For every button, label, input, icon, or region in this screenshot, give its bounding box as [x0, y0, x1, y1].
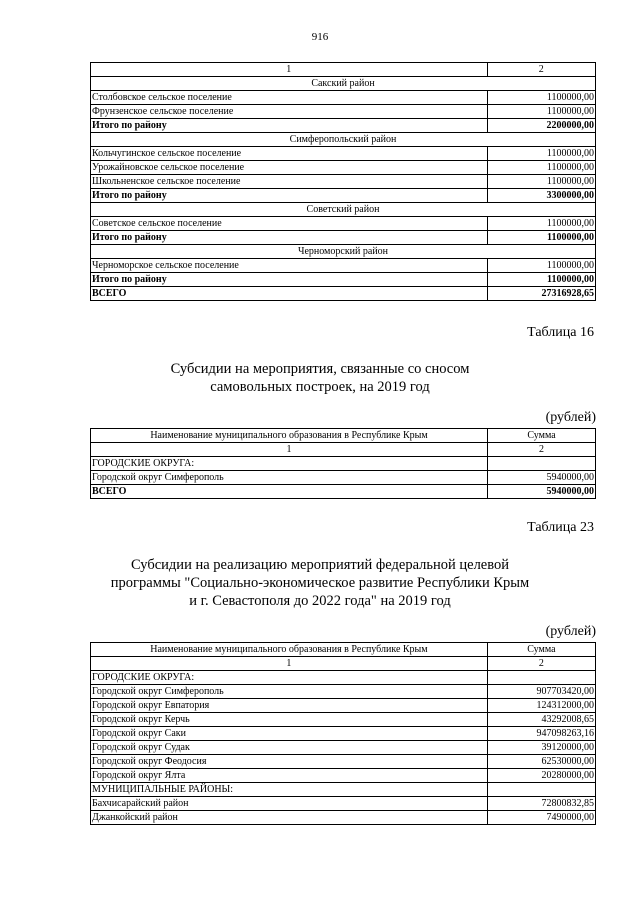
district-header-row — [91, 245, 596, 259]
table-row — [91, 741, 596, 755]
municipality-name: Фрунзенское сельское поселение — [91, 105, 488, 119]
table-row — [91, 259, 596, 273]
table-row — [91, 91, 596, 105]
amount-value: 20280000,00 — [487, 769, 595, 783]
table-16-title-line: самовольных построек, на 2019 год — [210, 379, 430, 395]
municipality-name: ВСЕГО — [91, 287, 488, 301]
header-row — [91, 429, 596, 443]
district-name: Советский район — [91, 203, 596, 217]
header-row — [91, 643, 596, 657]
municipality-name: Столбовское сельское поселение — [91, 91, 488, 105]
table-row — [91, 161, 596, 175]
municipality-name: Школьненское сельское поселение — [91, 175, 488, 189]
municipality-name: Итого по району — [91, 189, 488, 203]
table-row — [91, 811, 596, 825]
district-name: Симферопольский район — [91, 133, 596, 147]
municipality-name: Итого по району — [91, 273, 488, 287]
column-header-name: Наименование муниципального образования в Республике Крым — [91, 643, 488, 657]
municipality-name: Городской округ Феодосия — [91, 755, 488, 769]
amount-value — [487, 457, 595, 471]
municipality-name: Урожайновское сельское поселение — [91, 161, 488, 175]
table-row — [91, 147, 596, 161]
amount-value: 39120000,00 — [487, 741, 595, 755]
table-23-title-line: программы "Социально-экономическое развитие Республики Крым — [110, 575, 530, 591]
table-row — [91, 727, 596, 741]
column-number-1: 1 — [91, 657, 488, 671]
table-row — [91, 755, 596, 769]
municipality-name: ГОРОДСКИЕ ОКРУГА: — [91, 457, 488, 471]
municipality-name: МУНИЦИПАЛЬНЫЕ РАЙОНЫ: — [91, 783, 488, 797]
municipality-name: ГОРОДСКИЕ ОКРУГА: — [91, 671, 488, 685]
amount-value: 3300000,00 — [487, 189, 595, 203]
table-23-title-line: и г. Севастополя до 2022 года" на 2019 год — [189, 593, 451, 609]
district-header-row — [91, 203, 596, 217]
table-row — [91, 797, 596, 811]
table-16-title-line: Субсидии на мероприятия, связанные со сносом — [170, 361, 470, 377]
column-number-1: 1 — [91, 443, 488, 457]
district-name: Черноморский район — [91, 245, 596, 259]
amount-value: 1100000,00 — [487, 147, 595, 161]
column-number-row — [91, 63, 596, 77]
amount-value: 1100000,00 — [487, 259, 595, 273]
total-row — [91, 189, 596, 203]
column-number-2: 2 — [487, 443, 595, 457]
municipality-name: Городской округ Саки — [91, 727, 488, 741]
table-16-title — [0, 360, 640, 396]
column-number-1: 1 — [91, 63, 488, 77]
table-23-units: (рублей) — [545, 624, 596, 639]
amount-value: 5940000,00 — [487, 485, 595, 499]
amount-value: 124312000,00 — [487, 699, 595, 713]
total-row — [91, 273, 596, 287]
column-number-row — [91, 443, 596, 457]
table-row — [91, 699, 596, 713]
column-number-row — [91, 657, 596, 671]
table-16-label: Таблица 16 — [527, 325, 594, 340]
municipality-name: Джанкойский район — [91, 811, 488, 825]
amount-value: 1100000,00 — [487, 175, 595, 189]
amount-value: 43292008,65 — [487, 713, 595, 727]
table-23-title — [0, 556, 640, 610]
table-row — [91, 769, 596, 783]
amount-value: 62530000,00 — [487, 755, 595, 769]
table-row — [91, 685, 596, 699]
amount-value: 1100000,00 — [487, 231, 595, 245]
municipality-name: Городской округ Евпатория — [91, 699, 488, 713]
municipality-name: Кольчугинское сельское поселение — [91, 147, 488, 161]
subsidy-table-continued — [90, 62, 596, 301]
amount-value: 72800832,85 — [487, 797, 595, 811]
amount-value: 1100000,00 — [487, 161, 595, 175]
column-header-amount: Сумма — [487, 429, 595, 443]
table-row — [91, 471, 596, 485]
amount-value: 5940000,00 — [487, 471, 595, 485]
amount-value: 1100000,00 — [487, 105, 595, 119]
table-row — [91, 175, 596, 189]
municipality-name: Черноморское сельское поселение — [91, 259, 488, 273]
table-16 — [90, 428, 596, 499]
municipality-name: Городской округ Симферополь — [91, 471, 488, 485]
municipality-name: Городской округ Симферополь — [91, 685, 488, 699]
amount-value: 2200000,00 — [487, 119, 595, 133]
group-header-row — [91, 457, 596, 471]
table-row — [91, 105, 596, 119]
district-name: Сакский район — [91, 77, 596, 91]
table-23-label: Таблица 23 — [527, 520, 594, 535]
municipality-name: Итого по району — [91, 119, 488, 133]
table-row — [91, 713, 596, 727]
amount-value: 7490000,00 — [487, 811, 595, 825]
group-header-row — [91, 671, 596, 685]
table-row — [91, 217, 596, 231]
municipality-name: ВСЕГО — [91, 485, 488, 499]
amount-value — [487, 783, 595, 797]
district-header-row — [91, 133, 596, 147]
amount-value: 947098263,16 — [487, 727, 595, 741]
municipality-name: Городской округ Судак — [91, 741, 488, 755]
amount-value: 1100000,00 — [487, 91, 595, 105]
municipality-name: Городской округ Ялта — [91, 769, 488, 783]
municipality-name: Бахчисарайский район — [91, 797, 488, 811]
column-number-2: 2 — [487, 63, 595, 77]
total-row — [91, 485, 596, 499]
municipality-name: Советское сельское поселение — [91, 217, 488, 231]
municipality-name: Городской округ Керчь — [91, 713, 488, 727]
column-number-2: 2 — [487, 657, 595, 671]
amount-value: 27316928,65 — [487, 287, 595, 301]
amount-value: 1100000,00 — [487, 273, 595, 287]
page-number: 916 — [311, 31, 329, 43]
table-23-title-line: Субсидии на реализацию мероприятий федеральной целевой — [130, 557, 509, 573]
district-header-row — [91, 77, 596, 91]
total-row — [91, 231, 596, 245]
total-row — [91, 287, 596, 301]
column-header-name: Наименование муниципального образования в Республике Крым — [91, 429, 488, 443]
total-row — [91, 119, 596, 133]
amount-value — [487, 671, 595, 685]
amount-value: 1100000,00 — [487, 217, 595, 231]
table-16-units: (рублей) — [545, 410, 596, 425]
column-header-amount: Сумма — [487, 643, 595, 657]
municipality-name: Итого по району — [91, 231, 488, 245]
table-23 — [90, 642, 596, 825]
group-header-row — [91, 783, 596, 797]
amount-value: 907703420,00 — [487, 685, 595, 699]
